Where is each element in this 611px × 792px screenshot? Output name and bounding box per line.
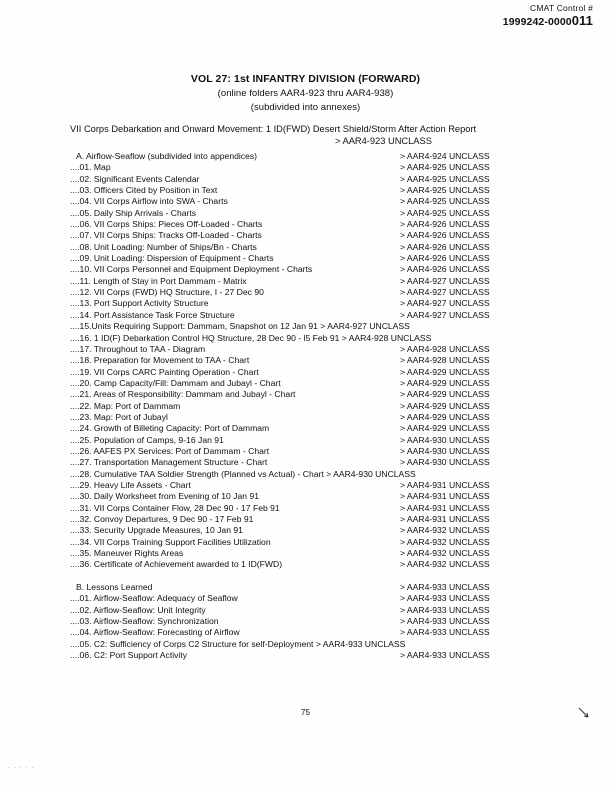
listing-item-label: ....20. Camp Capacity/Fill: Dammam and Jubayl - Chart bbox=[70, 377, 281, 388]
listing-item-reference: > AAR4-928 UNCLASS bbox=[400, 343, 490, 354]
title-folders: (online folders AAR4-923 thru AAR4-938) bbox=[217, 88, 394, 100]
listing-item-label: ....05. C2: Sufficiency of Corps C2 Structure for self-Deployment > AAR4-933 UNCLASS bbox=[70, 638, 406, 649]
control-number-block bbox=[503, 4, 593, 29]
scan-artifact-mark-icon bbox=[577, 706, 591, 720]
control-number-label: CMAT Control # bbox=[530, 3, 593, 13]
listing-item-reference: > AAR4-925 UNCLASS bbox=[400, 162, 490, 173]
listing-item-label: ....01. Airflow-Seaflow: Adequacy of Seaflow bbox=[70, 593, 238, 604]
listing-row bbox=[70, 526, 601, 537]
listing-item-label: ....06. C2: Port Support Activity bbox=[70, 650, 188, 661]
section-heading-label: A. Airflow-Seaflow (subdivided into appendices) bbox=[76, 151, 258, 161]
listing-item-label: ....15.Units Requiring Support: Dammam, Snapshot on 12 Jan 91 > AAR4-927 UNCLASS bbox=[70, 321, 410, 332]
listing-item-reference: > AAR4-931 UNCLASS bbox=[400, 491, 490, 502]
listing-item-label: ....24. Growth of Billeting Capacity: Port of Dammam bbox=[70, 423, 270, 434]
section-heading-label: B. Lessons Learned bbox=[76, 582, 153, 593]
listing-item-label: ....25. Population of Camps, 9-16 Jan 91 bbox=[70, 434, 224, 445]
listing-item-reference: > AAR4-926 UNCLASS bbox=[400, 253, 490, 264]
listing-item-reference: > AAR4-925 UNCLASS bbox=[400, 185, 490, 196]
scan-artifact-bottom-left: . . . . . bbox=[8, 763, 35, 770]
record-header-text: VII Corps Debarkation and Onward Movement: 1 ID(FWD) Desert Shield/Storm After Action Report bbox=[70, 124, 477, 134]
listing-row bbox=[70, 458, 601, 469]
listing-row bbox=[70, 424, 601, 435]
record-header bbox=[70, 123, 593, 146]
listing-item-label: ....19. VII Corps CARC Painting Operation - Chart bbox=[70, 366, 259, 377]
listing-item-label: ....02. Airflow-Seaflow: Unit Integrity bbox=[70, 604, 206, 615]
listing-item-label: ....14. Port Assistance Task Force Structure bbox=[70, 309, 235, 320]
listing-item-label: ....29. Heavy Life Assets - Chart bbox=[70, 479, 191, 490]
listing-row bbox=[70, 560, 601, 571]
listing-item-reference: > AAR4-932 UNCLASS bbox=[400, 548, 490, 559]
title-volume: VOL 27: 1st INFANTRY DIVISION (FORWARD) bbox=[190, 73, 421, 85]
listing-item-reference: > AAR4-927 UNCLASS bbox=[400, 275, 490, 286]
section-heading-row bbox=[70, 152, 601, 163]
listing-item-label: ....11. Length of Stay in Port Dammam - Matrix bbox=[70, 275, 247, 286]
listing-item-label: ....05. Daily Ship Arrivals - Charts bbox=[70, 207, 197, 218]
listing-item-reference: > AAR4-930 UNCLASS bbox=[400, 445, 490, 456]
listing-item-label: ....33. Security Upgrade Measures, 10 Jan 91 bbox=[70, 525, 243, 536]
listing-item-label: ....06. VII Corps Ships: Pieces Off-Loaded - Charts bbox=[70, 219, 263, 230]
listing-item-reference: > AAR4-925 UNCLASS bbox=[400, 207, 490, 218]
listing-item-label: ....22. Map: Port of Dammam bbox=[70, 400, 181, 411]
listing-item-reference: > AAR4-931 UNCLASS bbox=[400, 514, 490, 524]
listing-row bbox=[70, 356, 601, 367]
control-number-suffix: 011 bbox=[571, 12, 593, 28]
listing-item-reference: > AAR4-929 UNCLASS bbox=[400, 377, 490, 388]
listing-item-label: ....18. Preparation for Movement to TAA - Chart bbox=[70, 355, 250, 366]
listing-item-label: ....36. Certificate of Achievement awarded to 1 ID(FWD) bbox=[70, 559, 283, 570]
listing-item-label: ....28. Cumulative TAA Soldier Strength (Planned vs Actual) - Chart > AAR4-930 UNCLASS bbox=[70, 468, 416, 479]
listing-item-reference: > AAR4-933 UNCLASS bbox=[400, 627, 490, 638]
listing-item-label: ....30. Daily Worksheet from Evening of 10 Jan 91 bbox=[70, 491, 259, 502]
control-number-main: 1999242-0000 bbox=[502, 15, 572, 28]
listing-item-label: ....34. VII Corps Training Support Facilities Utilization bbox=[70, 536, 271, 547]
listing-item-label: ....26. AAFES PX Services: Port of Dammam - Chart bbox=[70, 445, 270, 456]
listing-item-reference: > AAR4-927 UNCLASS bbox=[400, 298, 490, 309]
listing-item-label: ....08. Unit Loading: Number of Ships/Bn - Charts bbox=[70, 241, 257, 252]
listing-item-label: ....10. VII Corps Personnel and Equipment Deployment - Charts bbox=[70, 264, 313, 275]
listing-item-reference: > AAR4-933 UNCLASS bbox=[400, 593, 490, 604]
listing-item-label: ....13. Port Support Activity Structure bbox=[70, 298, 209, 309]
listing-item-label: ....17. Throughout to TAA - Diagram bbox=[70, 343, 206, 354]
listing-item-reference: > AAR4-932 UNCLASS bbox=[400, 536, 490, 547]
listing-item-label: ....04. Airflow-Seaflow: Forecasting of Airflow bbox=[70, 627, 240, 638]
listing-item-reference: > AAR4-931 UNCLASS bbox=[400, 502, 490, 513]
listing-item-label: ....21. Areas of Responsibility: Dammam and Jubayl - Chart bbox=[70, 389, 296, 400]
listing-item-reference: > AAR4-929 UNCLASS bbox=[400, 423, 490, 434]
listing-item-reference: > AAR4-930 UNCLASS bbox=[400, 434, 490, 445]
listing-item-reference: > AAR4-933 UNCLASS bbox=[400, 650, 490, 661]
listing-item-reference: > AAR4-932 UNCLASS bbox=[400, 559, 490, 570]
document-listing bbox=[70, 152, 601, 662]
listing-item-reference: > AAR4-925 UNCLASS bbox=[400, 173, 490, 184]
listing-item-label: ....31. VII Corps Container Flow, 28 Dec 90 - 17 Feb 91 bbox=[70, 502, 280, 513]
listing-item-label: ....23. Map: Port of Jubayl bbox=[70, 411, 168, 422]
listing-item-label: ....35. Maneuver Rights Areas bbox=[70, 548, 184, 559]
listing-item-label: ....04. VII Corps Airflow into SWA - Charts bbox=[70, 196, 228, 207]
listing-item-reference: > AAR4-929 UNCLASS bbox=[400, 389, 490, 400]
listing-item-reference: > AAR4-928 UNCLASS bbox=[400, 355, 490, 366]
listing-item-label: ....03. Officers Cited by Position in Text bbox=[70, 185, 218, 196]
section-heading-reference: > AAR4-924 UNCLASS bbox=[400, 151, 490, 161]
listing-item-reference: > AAR4-933 UNCLASS bbox=[400, 616, 490, 627]
section-heading-reference: > AAR4-933 UNCLASS bbox=[400, 582, 490, 593]
listing-item-label: ....09. Unit Loading: Dispersion of Equipment - Charts bbox=[70, 253, 274, 264]
listing-item-reference: > AAR4-925 UNCLASS bbox=[400, 196, 490, 207]
listing-row bbox=[70, 492, 601, 503]
listing-item-reference: > AAR4-929 UNCLASS bbox=[400, 411, 490, 422]
listing-item-reference: > AAR4-929 UNCLASS bbox=[400, 400, 490, 411]
listing-item-label: ....16. 1 ID(F) Debarkation Control HQ Structure, 28 Dec 90 - l5 Feb 91 > AAR4-928 UNCLASS bbox=[70, 332, 432, 343]
listing-item-label: ....32. Convoy Departures, 9 Dec 90 - 17 Feb 91 bbox=[70, 514, 254, 524]
listing-row bbox=[70, 390, 601, 401]
listing-row bbox=[70, 322, 601, 333]
listing-item-reference: > AAR4-932 UNCLASS bbox=[400, 525, 490, 536]
listing-item-label: ....07. VII Corps Ships: Tracks Off-Loaded - Charts bbox=[70, 230, 262, 241]
listing-item-reference: > AAR4-926 UNCLASS bbox=[400, 230, 490, 241]
listing-item-reference: > AAR4-926 UNCLASS bbox=[400, 264, 490, 275]
listing-item-reference: > AAR4-926 UNCLASS bbox=[400, 241, 490, 252]
listing-row bbox=[70, 651, 601, 662]
listing-item-reference: > AAR4-930 UNCLASS bbox=[400, 457, 490, 468]
record-header-reference: > AAR4-923 UNCLASS bbox=[335, 136, 432, 146]
listing-item-reference: > AAR4-926 UNCLASS bbox=[400, 219, 490, 230]
listing-item-reference: > AAR4-927 UNCLASS bbox=[400, 287, 490, 298]
page-number: 75 bbox=[301, 708, 310, 717]
listing-item-label: ....02. Significant Events Calendar bbox=[70, 173, 200, 184]
listing-item-reference: > AAR4-931 UNCLASS bbox=[400, 479, 490, 490]
listing-item-label: ....03. Airflow-Seaflow: Synchronization bbox=[70, 616, 219, 627]
title-subdivision: (subdivided into annexes) bbox=[250, 101, 361, 113]
listing-item-label: ....12. VII Corps (FWD) HQ Structure, I - 27 Dec 90 bbox=[70, 287, 264, 298]
listing-item-reference: > AAR4-929 UNCLASS bbox=[400, 366, 490, 377]
control-number-value bbox=[503, 14, 593, 29]
listing-row bbox=[70, 163, 601, 174]
page-title bbox=[0, 72, 611, 115]
listing-item-label: ....01. Map bbox=[70, 162, 111, 173]
listing-item-reference: > AAR4-933 UNCLASS bbox=[400, 604, 490, 615]
listing-item-label: ....27. Transportation Management Structure - Chart bbox=[70, 457, 268, 468]
listing-item-reference: > AAR4-927 UNCLASS bbox=[400, 309, 490, 320]
